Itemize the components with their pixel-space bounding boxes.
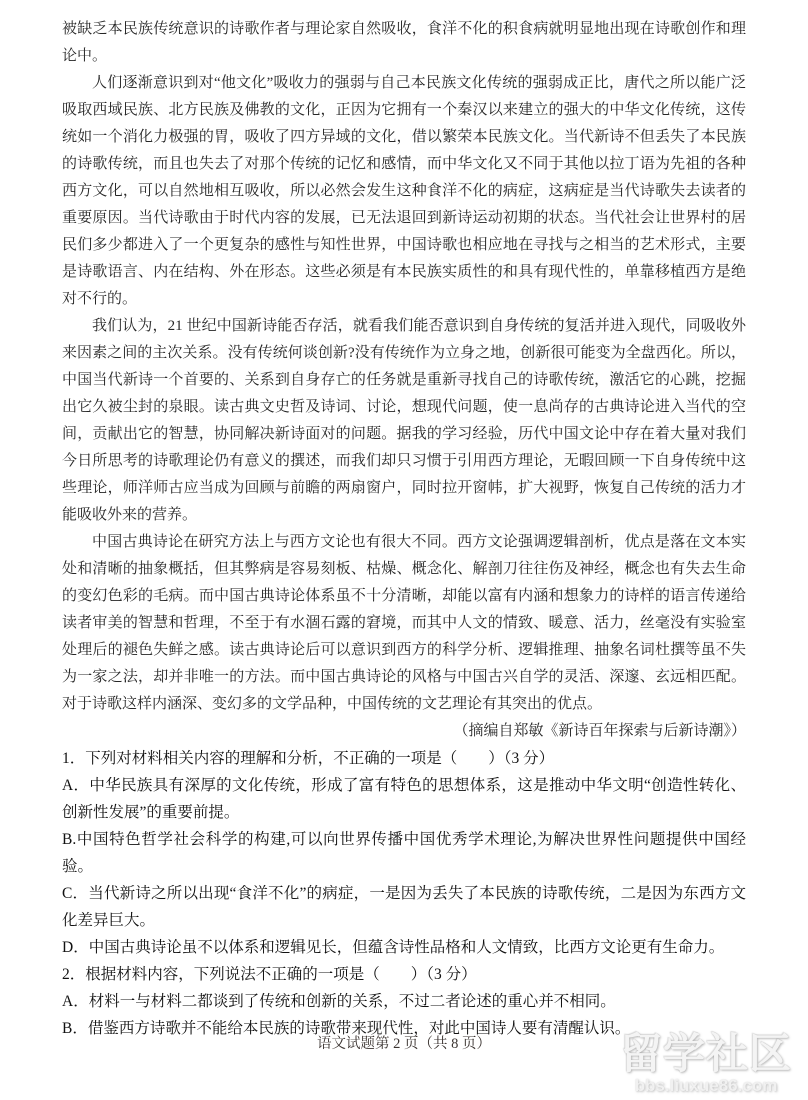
question-1-option-c: C．当代新诗之所以出现“食洋不化”的病症，一是因为丢失了本民族的诗歌传统，二是因为东西方文化差异巨大。 [62, 885, 746, 929]
watermark-url-text: bbs.liuxue86.com [634, 1076, 778, 1095]
passage-attribution: （摘编自郑敏《新诗百年探索与后新诗潮》） [453, 723, 746, 739]
question-1-option-d: D．中国古典诗论虽不以体系和逻辑见长，但蕴含诗性品格和人文情致，比西方文论更有生命力。 [62, 939, 725, 956]
question-1-stem: 1．下列对材料相关内容的理解和分析，不正确的一项是（ ）（3 分） [62, 750, 555, 767]
question-1-option-b: B.中国特色哲学社会科学的构建,可以向世界传播中国优秀学术理论,为解决世界性问题提供中国经验。 [62, 831, 746, 875]
passage-paragraph-2: 人们逐渐意识到对“他文化”吸收力的强弱与自己本民族文化传统的强弱成正比，唐代之所以能广泛吸取西域民族、北方民族及佛教的文化，正因为它拥有一个秦汉以来建立的强大的中华文化传统，这传统如一个消化力极强的胃，吸收了四方异域的文化，借以繁荣本民族文化。当代新诗不但丢失了本民族的诗歌传统，而且也失去了对那个传统的记忆和感情，而中华文化又不同于其他以拉丁语为先祖的各种西方文化，可以自然地相互吸收，所以必然会发生这种食洋不化的病症，这病症是当代诗歌失去读者的重要原因。当代诗歌由于时代内容的发展，已无法退回到新诗运动初期的状态。当代社会让世界村的居民们多少都进入了一个更复杂的感性与知性世界，中国诗歌也相应地在寻找与之相当的艺术形式，主要是诗歌语言、内在结构、外在形态。这些必须是有本民族实质性的和具有现代性的，单靠移植西方是绝对不行的。 [62, 75, 746, 307]
reading-passage [62, 16, 746, 745]
question-section [62, 745, 746, 1042]
question-1-option-a: A．中华民族具有深厚的文化传统，形成了富有特色的思想体系，这是推动中华文明“创造性转化、创新性发展”的重要前提。 [62, 777, 746, 821]
question-2-stem: 2．根据材料内容，下列说法不正确的一项是（ ）（3 分） [62, 966, 477, 983]
passage-paragraph-continuation: 被缺乏本民族传统意识的诗歌作者与理论家自然吸收，食洋不化的积食病就明显地出现在诗歌创作和理论中。 [62, 21, 746, 64]
watermark-logo-text: 留学社区 [619, 1030, 792, 1077]
question-2-option-a: A．材料一与材料二都谈到了传统和创新的关系，不过二者论述的重心并不相同。 [62, 993, 616, 1010]
page-footer: 语文试题第 2 页（共 8 页） [317, 1036, 491, 1052]
passage-paragraph-3: 我们认为，21 世纪中国新诗能否存活，就看我们能否意识到自身传统的复活并进入现代，同吸收外来因素之间的主次关系。没有传统何谈创新?没有传统作为立身之地，创新很可能变为全盘西化。所以，中国当代新诗一个首要的、关系到自身存亡的任务就是重新寻找自己的诗歌传统，激活它的心跳，挖掘出它久被尘封的泉眼。读古典文史哲及诗词、讨论，想现代问题，使一息尚存的古典诗论进入当代的空间，贡献出它的智慧，协同解决新诗面对的问题。据我的学习经验，历代中国文论中存在着大量对我们今日所思考的诗歌理论仍有意义的撰述，而我们却只习惯于引用西方理论，无暇回顾一下自身传统中这些理论，师洋师古应当成为回顾与前瞻的两扇窗户，同时拉开窗帏，扩大视野，恢复自己传统的活力才能吸收外来的营养。 [62, 318, 746, 523]
page-content [62, 16, 746, 1042]
question-2-option-b: B．借鉴西方诗歌并不能给本民族的诗歌带来现代性，对此中国诗人要有清醒认识。 [62, 1020, 631, 1037]
passage-paragraph-4: 中国古典诗论在研究方法上与西方文论也有很大不同。西方文论强调逻辑剖析，优点是落在文本实处和清晰的抽象概括，但其弊病是容易刻板、枯燥、概念化、解剖刀往往伤及神经，概念也有失去生命的变幻色彩的毛病。而中国古典诗论体系虽不十分清晰，却能以富有内涵和想象力的诗样的语言传递给读者审美的智慧和哲理，不至于有水涸石露的窘境，而其中人文的情致、暖意、活力，丝毫没有实验室处理后的褪色失鲜之感。读古典诗论后可以意识到西方的科学分析、逻辑推理、抽象名词杜撰等虽不失为一家之法，却并非唯一的方法。而中国古典诗论的风格与中国古兴自学的灵活、深邃、玄远相匹配。对于诗歌这样内涵深、变幻多的文学品种，中国传统的文艺理论有其突出的优点。 [62, 534, 746, 712]
